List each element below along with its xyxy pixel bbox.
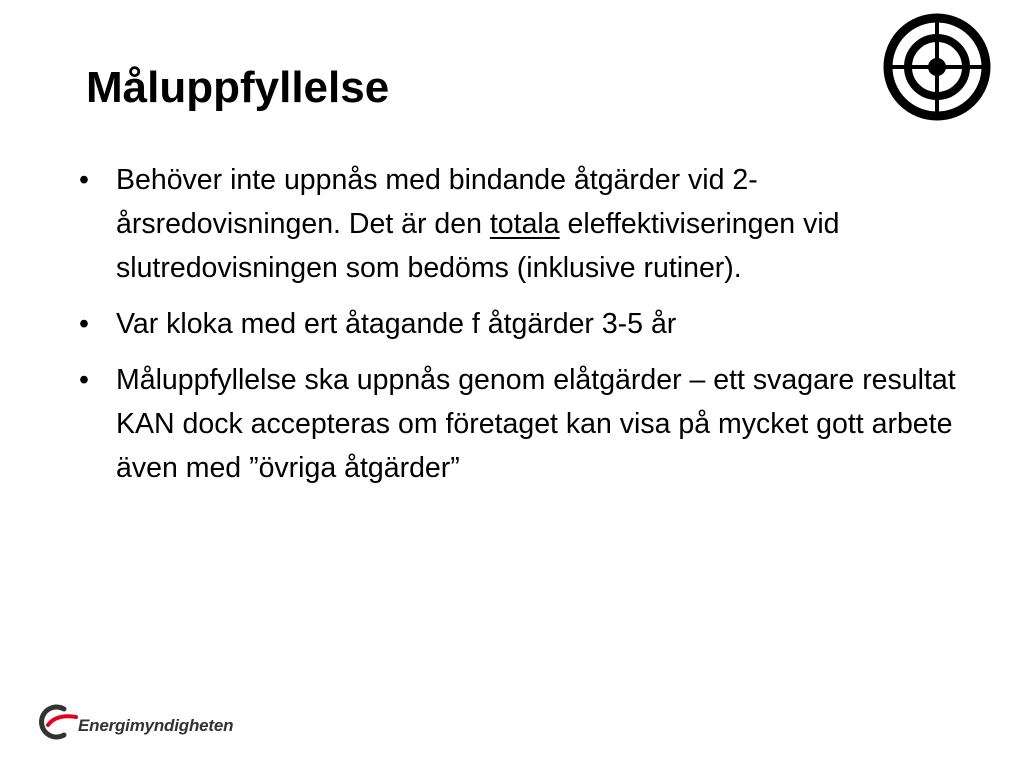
underlined-word: totala <box>489 208 560 240</box>
bullet-text: Var kloka med ert åtagande f åtgärder 3-5 år <box>116 308 677 340</box>
slide-title: Måluppfyllelse <box>86 63 390 112</box>
bullet-text: Måluppfyllelse ska uppnås genom elåtgärder – ett svagare resultat KAN dock accepteras om företaget kan visa på mycket gott arbete även med ”övriga åtgärder” <box>116 364 956 484</box>
energimyndigheten-logo-icon <box>34 700 78 744</box>
energimyndigheten-logo <box>34 700 233 744</box>
logo-text: Energimyndigheten <box>78 716 234 735</box>
bullet-marker: • <box>79 308 89 340</box>
bullet-item <box>74 158 974 290</box>
target-crosshair-icon <box>882 12 992 122</box>
bullet-item <box>74 302 974 346</box>
bullet-marker: • <box>79 364 89 396</box>
bullet-list <box>74 158 974 502</box>
bullet-item <box>74 358 974 490</box>
bullet-marker: • <box>79 164 89 196</box>
bullet-text-part: Behöver inte uppnås med bindande åtgärder vid 2-årsredovisningen. Det är den <box>116 164 758 240</box>
bullet-text-part: eleffektiviseringen vid slutredovisningen som bedöms (inklusive rutiner). <box>116 208 840 284</box>
bullet-text <box>116 164 840 284</box>
